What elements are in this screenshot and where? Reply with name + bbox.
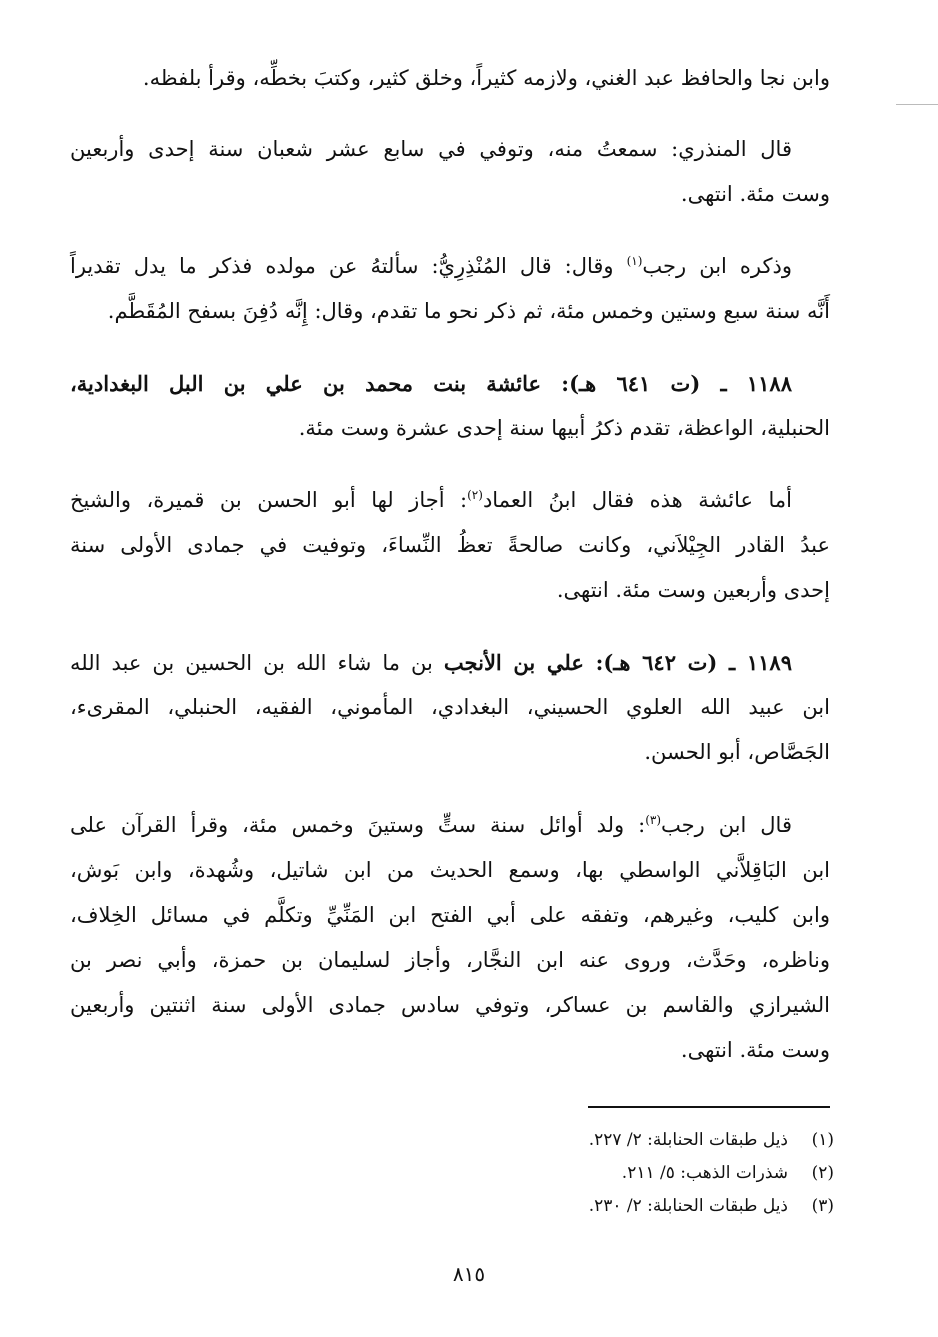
text-segment: بن ما شاء الله بن الحسين بن عبد الله	[70, 651, 444, 675]
text-segment: أما عائشة هذه فقال ابنُ العماد	[482, 488, 792, 512]
footnote-number: (١)	[811, 1130, 834, 1150]
text-line: وست مئة. انتهى.	[680, 182, 830, 206]
text-line: أَنَّه سنة سبع وستين وخمس مئة، ثم ذكر نحو ما تقدم، وقال: إِنَّه دُفِنَ بسفح المُقَطَّم.	[107, 299, 830, 323]
text-line: الجَصَّاص، أبو الحسن.	[644, 740, 830, 764]
entry-heading: ١١٨٨ ـ (ت ٦٤١ هـ): عائشة بنت محمد بن علي بن البل البغدادية،	[70, 371, 792, 396]
footnote-text: ذيل طبقات الحنابلة: ٢/ ٢٢٧.	[588, 1130, 788, 1150]
page-number: ٨١٥	[452, 1262, 486, 1286]
footnotes	[414, 1124, 834, 1223]
paragraph-ibn-rajab-2	[70, 803, 830, 1073]
entry-1189	[70, 640, 830, 775]
text-segment: وذكره ابن رجب	[642, 254, 792, 278]
text-segment: : ولد أوائل سنة ستٍّ وستينَ وخمس مئة، وقرأ القرآن على	[70, 813, 646, 837]
text-line	[70, 478, 830, 523]
text-line: وابن نجا والحافظ عبد الغني، ولازمه كثيراً، وخلق كثير، وكتبَ بخطِّه، وقرأ بلفظه.	[142, 66, 830, 90]
footnote-item	[414, 1157, 834, 1190]
entry-1188	[70, 361, 830, 451]
footnote-item	[414, 1190, 834, 1223]
text-line: ابن عبيد الله العلوي الحسيني، البغدادي، المأموني، الفقيه، الحنبلي، المقرىء،	[70, 695, 830, 719]
text-segment: : أجاز لها أبو الحسن بن قميرة، والشيخ	[70, 488, 468, 512]
paragraph-continuation	[70, 56, 830, 101]
text-line	[70, 803, 830, 848]
footnote-marker: (٣)	[645, 813, 662, 827]
entry-heading: ١١٨٩ ـ (ت ٦٤٢ هـ): علي بن الأنجب	[443, 650, 792, 675]
text-line: الحنبلية، الواعظة، تقدم ذكرُ أبيها سنة إحدى عشرة وست مئة.	[298, 416, 830, 440]
text-line: عبدُ القادر الجِيْلاَني، وكانت صالحةً تعظُ النِّساءَ، وتوفيت في جمادى الأولى سنة	[70, 533, 830, 557]
text-segment: قال ابن رجب	[661, 813, 792, 837]
paragraph-ibn-rajab-1	[70, 244, 830, 334]
footnote-text: ذيل طبقات الحنابلة: ٢/ ٢٣٠.	[588, 1196, 788, 1216]
text-line: وناظره، وحَدَّث، وروى عنه ابن النجَّار، وأجاز لسليمان بن حمزة، وأبي نصر بن	[70, 948, 830, 972]
footnote-item	[414, 1124, 834, 1157]
text-line	[70, 244, 830, 289]
text-line: وست مئة. انتهى.	[680, 1038, 830, 1062]
entry-heading-line	[70, 640, 830, 685]
footnote-divider	[588, 1106, 830, 1108]
footnote-marker: (١)	[626, 254, 643, 268]
footnote-marker: (٢)	[467, 488, 483, 502]
scan-edge-mark	[896, 104, 938, 105]
text-line: الشيرازي والقاسم بن عساكر، وتوفي سادس جمادى الأولى سنة اثنتين وأربعين	[70, 993, 830, 1017]
paragraph-ibn-al-imad	[70, 478, 830, 613]
paragraph-mundhiri-quote	[70, 127, 830, 217]
footnote-text: شذرات الذهب: ٥/ ٢١١.	[621, 1163, 788, 1183]
footnote-number: (٣)	[811, 1196, 834, 1216]
footnote-number: (٢)	[811, 1163, 834, 1183]
text-line: ابن البَاقِلاَّني الواسطي بها، وسمع الحديث من ابن شاتيل، وشُهدة، وابن بَوش،	[70, 858, 831, 882]
entry-heading-line	[70, 361, 830, 406]
text-line: إحدى وأربعين وست مئة. انتهى.	[556, 578, 830, 602]
text-segment: وقال: قال المُنْذِرِيُّ: سألتهُ عن مولده فذكر ما يدل تقديراً	[70, 254, 627, 278]
text-line: قال المنذري: سمعتُ منه، وتوفي في سابع عشر شعبان سنة إحدى وأربعين	[70, 137, 792, 161]
text-line: وابن كليب، وغيرهم، وتفقه على أبي الفتح ابن المَنِّيِّ وتكلَّم في مسائل الخِلاف،	[70, 903, 830, 927]
